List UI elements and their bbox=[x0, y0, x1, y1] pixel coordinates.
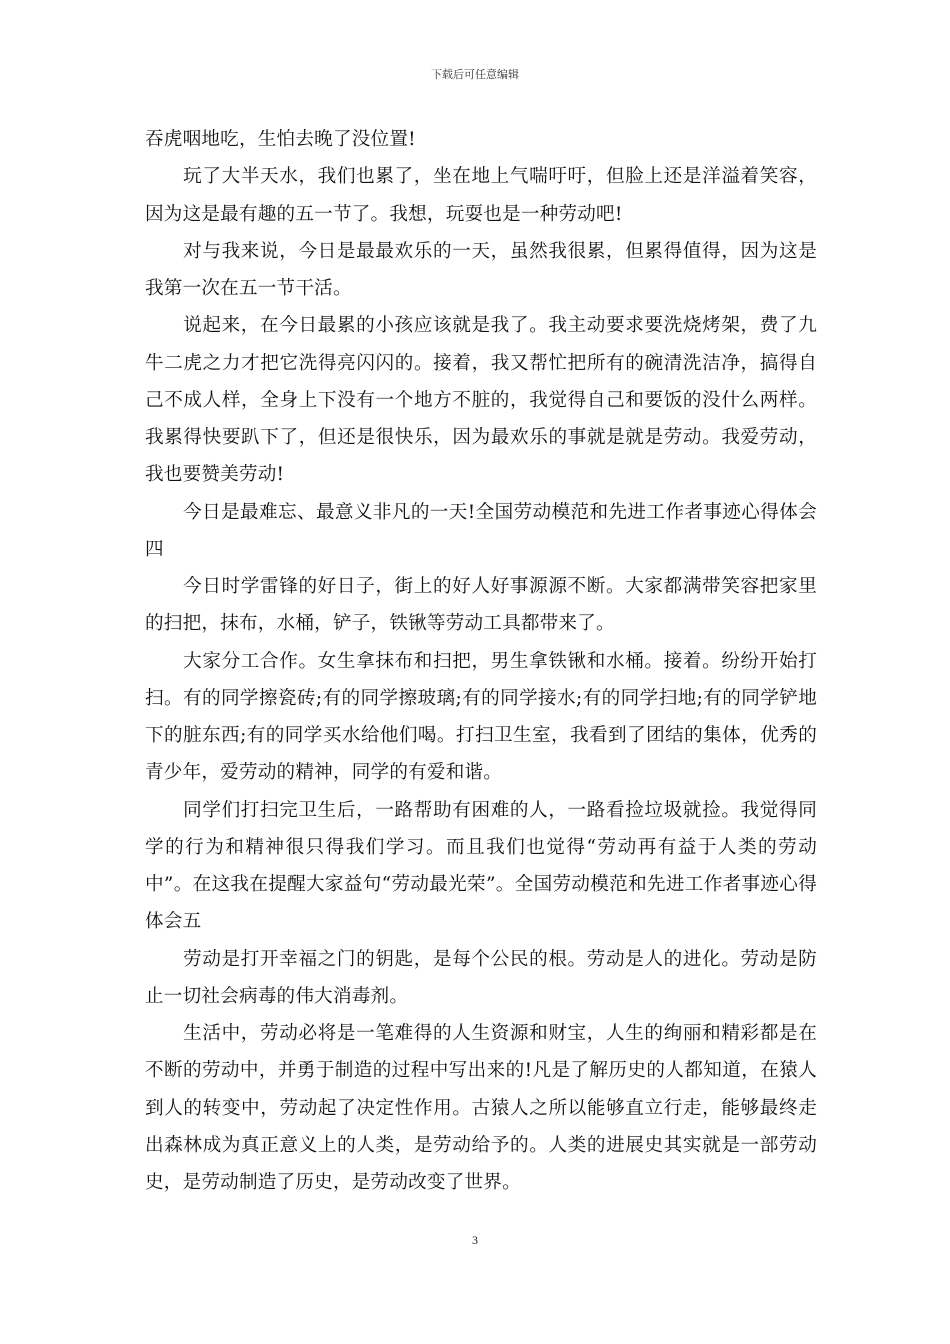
paragraph: 劳动是打开幸福之门的钥匙，是每个公民的根。劳动是人的进化。劳动是防止一切社会病毒的伟大消毒剂。 bbox=[145, 948, 817, 1007]
page-header-note: 下载后可任意编辑 bbox=[431, 68, 519, 81]
paragraph: 大家分工合作。女生拿抹布和扫把，男生拿铁锹和水桶。接着。纷纷开始打扫。有的同学擦瓷砖;有的同学擦玻璃;有的同学接水;有的同学扫地;有的同学铲地下的脏东西;有的同学买水给他们喝。打扫卫生室，我看到了团结的集体，优秀的青少年，爱劳动的精神，同学的有爱和谐。 bbox=[145, 650, 817, 784]
document-body bbox=[145, 121, 817, 1201]
paragraph: 吞虎咽地吃，生怕去晚了没位置! bbox=[145, 129, 416, 150]
paragraph: 今日时学雷锋的好日子，街上的好人好事源源不断。大家都满带笑容把家里的扫把，抹布，水桶，铲子，铁锹等劳动工具都带来了。 bbox=[145, 576, 817, 635]
paragraph: 玩了大半天水，我们也累了，坐在地上气喘吁吁，但脸上还是洋溢着笑容，因为这是最有趣的五一节了。我想，玩耍也是一种劳动吧! bbox=[145, 166, 817, 225]
paragraph: 同学们打扫完卫生后，一路帮助有困难的人，一路看捡垃圾就捡。我觉得同学的行为和精神很只得我们学习。而且我们也觉得“劳动再有益于人类的劳动中”。在这我在提醒大家益句“劳动最光荣”。全国劳动模范和先进工作者事迹心得体会五 bbox=[145, 799, 817, 933]
paragraph: 今日是最难忘、最意义非凡的一天!全国劳动模范和先进工作者事迹心得体会四 bbox=[145, 501, 817, 560]
paragraph: 生活中，劳动必将是一笔难得的人生资源和财宝，人生的绚丽和精彩都是在不断的劳动中，并勇于制造的过程中写出来的!凡是了解历史的人都知道，在猿人到人的转变中，劳动起了决定性作用。古猿人之所以能够直立行走，能够最终走出森林成为真正意义上的人类，是劳动给予的。人类的进展史其实就是一部劳动史，是劳动制造了历史，是劳动改变了世界。 bbox=[145, 1023, 817, 1193]
paragraph: 对与我来说，今日是最最欢乐的一天，虽然我很累，但累得值得，因为这是我第一次在五一节干活。 bbox=[145, 240, 817, 299]
paragraph: 说起来，在今日最累的小孩应该就是我了。我主动要求要洗烧烤架，费了九牛二虎之力才把它洗得亮闪闪的。接着，我又帮忙把所有的碗清洗洁净，搞得自己不成人样，全身上下没有一个地方不脏的，我觉得自己和要饭的没什么两样。我累得快要趴下了，但还是很快乐，因为最欢乐的事就是就是劳动。我爱劳动，我也要赞美劳动! bbox=[145, 315, 817, 486]
page-number: 3 bbox=[472, 1233, 478, 1247]
